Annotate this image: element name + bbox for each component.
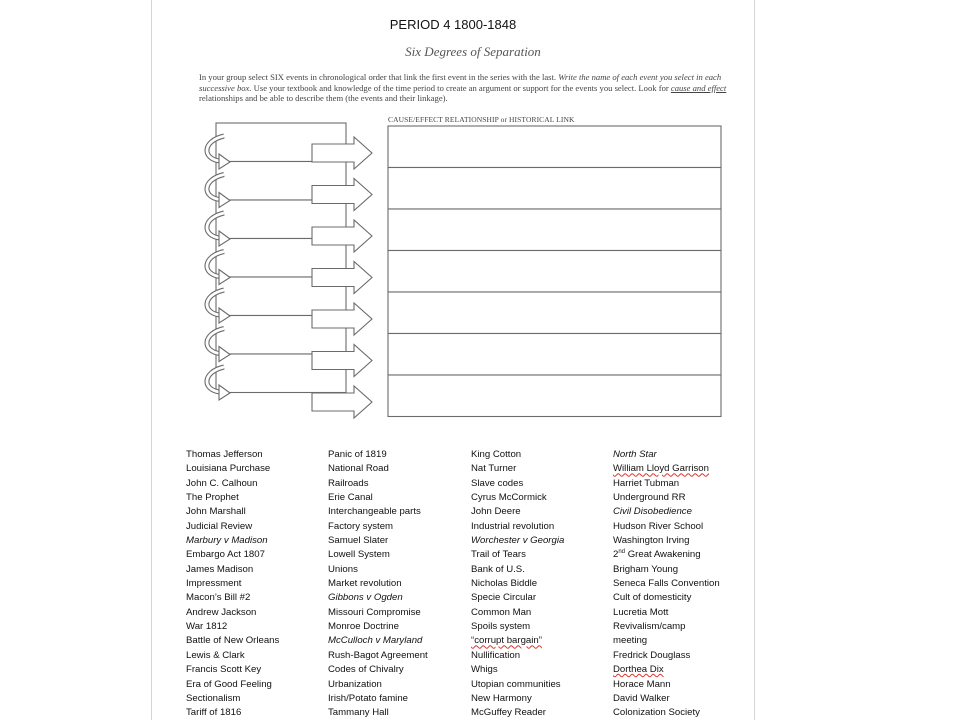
instructions-text-3: Use your textbook and knowledge of the time period to create an argument or support for the events you select. Look for — [251, 82, 671, 93]
scanned-worksheet — [186, 38, 746, 446]
link-column-header: CAUSE/EFFECT RELATIONSHIP or HISTORICAL LINK — [388, 115, 575, 124]
term-item: National Road — [328, 463, 389, 475]
term-item: “corrupt bargain” — [471, 635, 542, 647]
worksheet-subtitle: Six Degrees of Separation — [405, 44, 541, 59]
term-item: Dorthea Dix — [613, 664, 664, 676]
term-item: John C. Calhoun — [186, 477, 258, 489]
term-item: Unions — [328, 563, 358, 575]
term-item: Specie Circular — [471, 592, 537, 604]
term-item: Worchester v Georgia — [471, 535, 565, 547]
term-column-3 — [471, 448, 564, 721]
link-box — [388, 334, 721, 376]
term-item: Fredrick Douglass — [613, 649, 691, 661]
link-box — [388, 292, 721, 334]
term-bank — [186, 448, 746, 720]
term-item: Market revolution — [328, 578, 402, 590]
term-item: Cult of domesticity — [613, 592, 692, 604]
term-item: North Star — [613, 449, 657, 460]
term-item: Judicial Review — [186, 520, 253, 532]
term-item: Erie Canal — [328, 492, 373, 504]
term-item: Panic of 1819 — [328, 449, 387, 460]
term-item: Francis Scott Key — [186, 664, 262, 676]
page-edge-right — [754, 0, 755, 720]
term-item: Urbanization — [328, 678, 382, 690]
term-item: Marbury v Madison — [186, 535, 268, 547]
term-column-2 — [328, 448, 428, 721]
instructions-text-4: cause and effect — [670, 82, 727, 93]
term-item: Louisiana Purchase — [186, 463, 271, 475]
term-item: Hudson River School — [613, 520, 704, 532]
term-item: Cyrus McCormick — [471, 492, 547, 504]
link-box — [388, 126, 721, 168]
term-item: Factory system — [328, 520, 394, 532]
term-column-4 — [613, 448, 720, 721]
term-item: Whigs — [471, 664, 498, 676]
term-item: Washington Irving — [613, 535, 690, 547]
term-item: Codes of Chivalry — [328, 664, 404, 676]
term-item: Common Man — [471, 606, 532, 618]
term-item: Trail of Tears — [471, 549, 526, 561]
term-item: Nat Turner — [471, 463, 517, 475]
term-item: Embargo Act 1807 — [186, 549, 265, 561]
term-item: Missouri Compromise — [328, 606, 421, 618]
term-item: Gibbons v Ogden — [328, 592, 403, 604]
term-item: Andrew Jackson — [186, 606, 257, 618]
term-item: William Lloyd Garrison — [613, 463, 709, 475]
term-item: Samuel Slater — [328, 535, 389, 547]
term-item: Colonization Society — [613, 707, 700, 719]
term-item: Lewis & Clark — [186, 649, 245, 661]
term-item: Utopian communities — [471, 678, 561, 690]
term-item: Nullification — [471, 649, 521, 661]
term-item: James Madison — [186, 563, 254, 575]
term-item: 2nd Great Awakening — [613, 549, 701, 561]
link-box — [388, 375, 721, 417]
term-item: Slave codes — [471, 477, 524, 489]
term-item: Era of Good Feeling — [186, 678, 272, 690]
term-item: Spoils system — [471, 621, 531, 633]
term-item: Battle of New Orleans — [186, 635, 280, 647]
term-item: Rush-Bagot Agreement — [328, 649, 428, 661]
term-item: Lowell System — [328, 549, 390, 561]
term-item: Brigham Young — [613, 563, 679, 575]
document-page — [152, 0, 754, 720]
term-item: John Marshall — [186, 506, 246, 518]
link-box — [388, 168, 721, 210]
term-item: Harriet Tubman — [613, 477, 680, 489]
term-item: Sectionalism — [186, 692, 241, 704]
term-item: Civil Disobedience — [613, 506, 692, 518]
term-item: Underground RR — [613, 492, 686, 504]
term-item: Nicholas Biddle — [471, 578, 538, 590]
term-item: Monroe Doctrine — [328, 621, 399, 633]
instructions-text-2: Write the name of each event you select in each successive box. — [199, 72, 722, 93]
instructions-text-5: relationships and be able to describe them (the events and their linkage). — [199, 93, 448, 103]
term-item: meeting — [613, 635, 648, 647]
term-item: Industrial revolution — [471, 520, 555, 532]
term-item: King Cotton — [471, 449, 522, 460]
term-item: Railroads — [328, 477, 369, 489]
term-item: Macon’s Bill #2 — [186, 592, 251, 604]
instructions-text-1: In your group select SIX events in chronological order that link the first event in the series with the last. — [199, 72, 559, 82]
term-item: Horace Mann — [613, 678, 671, 690]
term-item: Bank of U.S. — [471, 563, 525, 575]
term-item: David Walker — [613, 692, 670, 704]
term-item: McGuffey Reader — [471, 707, 547, 719]
term-column-1 — [186, 448, 279, 721]
six-degrees-diagram — [186, 38, 746, 446]
term-item: The Prophet — [186, 492, 239, 504]
term-item: Interchangeable parts — [328, 506, 421, 518]
term-item: Lucretia Mott — [613, 606, 669, 618]
link-box — [388, 209, 721, 251]
page-title: PERIOD 4 1800-1848 — [389, 17, 517, 32]
link-box — [388, 251, 721, 293]
term-item: Thomas Jefferson — [186, 449, 263, 460]
term-item: Irish/Potato famine — [328, 692, 408, 704]
term-item: New Harmony — [471, 692, 532, 704]
term-item: Seneca Falls Convention — [613, 578, 720, 590]
term-item: Impressment — [186, 578, 242, 590]
term-item: McCulloch v Maryland — [328, 635, 423, 647]
term-item: War 1812 — [186, 621, 228, 633]
term-item: John Deere — [471, 506, 521, 518]
term-item: Tammany Hall — [328, 707, 389, 719]
term-item: Revivalism/camp — [613, 621, 686, 633]
link-box-column — [388, 126, 721, 417]
term-item: Tariff of 1816 — [186, 707, 242, 719]
